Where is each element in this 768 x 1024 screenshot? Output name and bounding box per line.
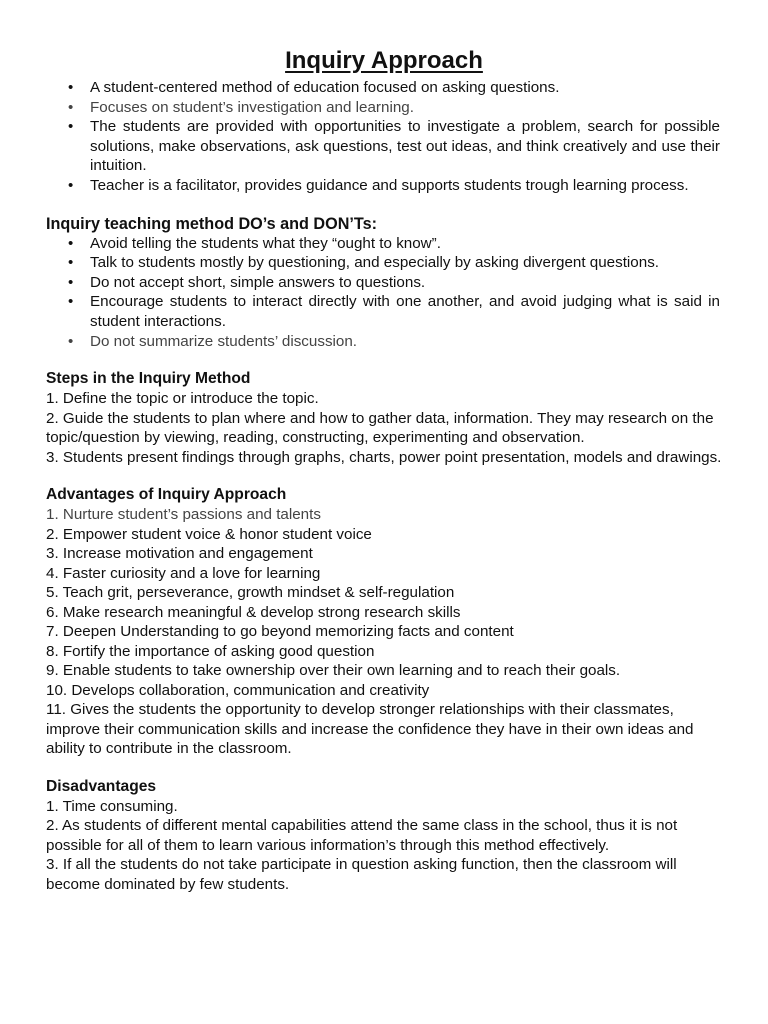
list-item: • Do not accept short, simple answers to questions.: [46, 273, 720, 293]
step-item: 3. Students present findings through graphs, charts, power point presentation, models and drawings.: [46, 448, 722, 466]
advantage-item: 10. Develops collaboration, communication and creativity: [46, 681, 430, 699]
disadvantage-item: 3. If all the students do not take participate in question asking function, then the classroom will become dominated by few students.: [46, 856, 677, 893]
advantage-item: 1. Nurture student’s passions and talents: [46, 506, 321, 524]
step-item: 2. Guide the students to plan where and how to gather data, information. They may research on the topic/question by viewing, reading, constructing, experimenting and observation.: [46, 409, 714, 447]
list-item: • Focuses on student’s investigation and learning.: [46, 98, 720, 118]
list-item: • A student-centered method of education focused on asking questions.: [46, 78, 720, 98]
advantage-item: 3. Increase motivation and engagement: [46, 545, 313, 563]
disadvantage-item: 2. As students of different mental capabilities attend the same class in the school, thus it is not possible for all of them to learn various information’s through this method effectively.: [46, 817, 678, 854]
advantage-item: 4. Faster curiosity and a love for learning: [46, 564, 321, 582]
disadvantages-heading: Disadvantages: [46, 777, 157, 795]
advantage-item: 7. Deepen Understanding to go beyond memorizing facts and content: [46, 623, 514, 641]
steps-heading: Steps in the Inquiry Method: [46, 370, 251, 388]
advantage-item: 9. Enable students to take ownership over their own learning and to reach their goals.: [46, 662, 621, 680]
advantage-item: 8. Fortify the importance of asking good question: [46, 642, 375, 660]
list-item: • Talk to students mostly by questioning, and especially by asking divergent questions.: [46, 253, 720, 273]
advantage-item: 2. Empower student voice & honor student voice: [46, 525, 372, 543]
disadvantages-list: [46, 797, 722, 895]
dos-donts-heading: Inquiry teaching method DO’s and DON’Ts:: [46, 214, 377, 233]
list-item: • Do not summarize students’ discussion.: [46, 332, 720, 352]
disadvantage-item: 1. Time consuming.: [46, 797, 178, 815]
list-item: • Avoid telling the students what they “ought to know”.: [46, 234, 720, 254]
list-item: • Teacher is a facilitator, provides guidance and supports students trough learning process.: [46, 176, 720, 196]
list-item: • The students are provided with opportunities to investigate a problem, search for possible solutions, make observations, ask questions, test out ideas, and think creatively and use their intuition.: [46, 117, 720, 176]
list-item: • Encourage students to interact directly with one another, and avoid judging what is said in student interactions.: [46, 292, 720, 331]
step-item: 1. Define the topic or introduce the topic.: [46, 390, 319, 408]
advantage-item: 11. Gives the students the opportunity to develop stronger relationships with their classmates, improve their communication skills and increase the confidence they have in their own ideas and ability to contribute in the classroom.: [46, 701, 694, 758]
page-title: Inquiry Approach: [285, 47, 483, 74]
advantages-heading: Advantages of Inquiry Approach: [46, 486, 287, 504]
dos-donts-list: [46, 234, 722, 352]
advantage-item: 6. Make research meaningful & develop strong research skills: [46, 603, 461, 621]
steps-list: [46, 389, 722, 467]
intro-list: [46, 78, 722, 196]
advantage-item: 5. Teach grit, perseverance, growth mindset & self-regulation: [46, 584, 455, 602]
advantages-list: [46, 505, 722, 759]
